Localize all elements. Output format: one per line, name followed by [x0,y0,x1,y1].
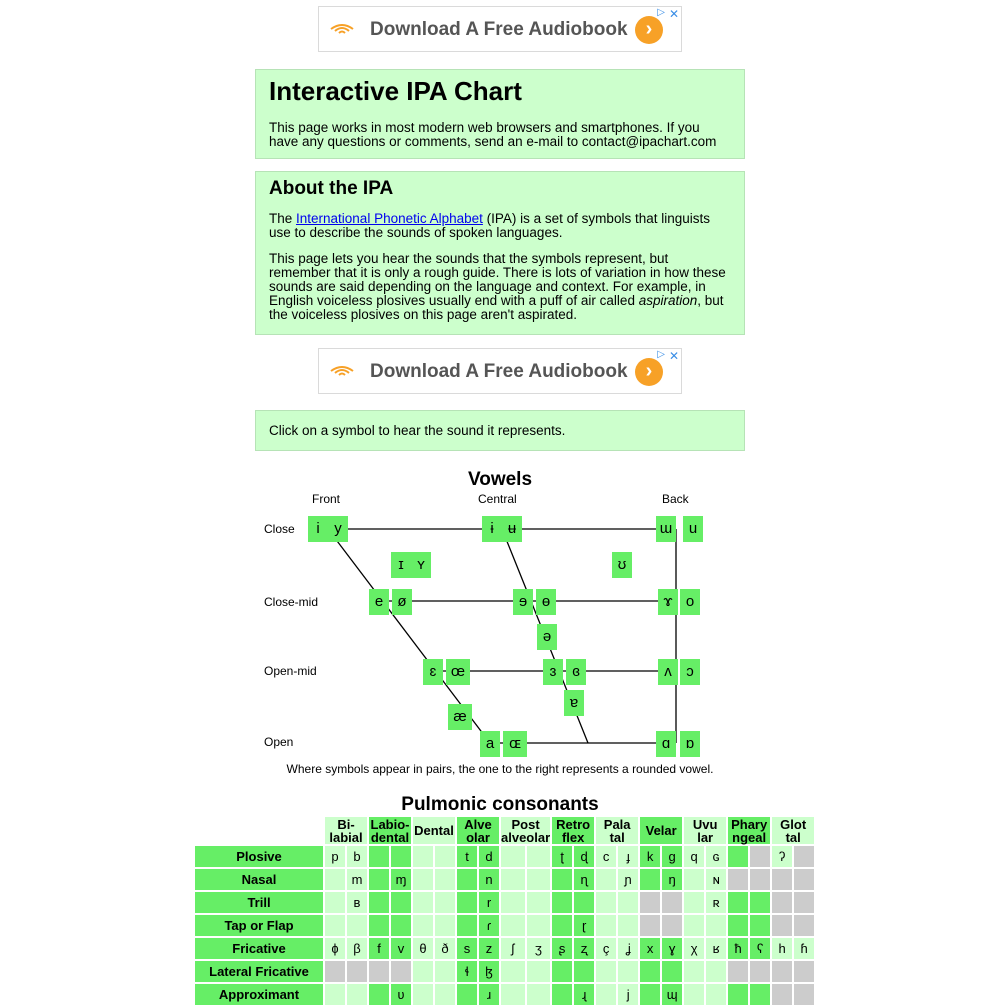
empty-cell [596,915,616,936]
impossible-cell [750,869,770,890]
about-p1-before: The [269,211,297,226]
consonant-symbol[interactable]: ɽ [574,915,594,936]
vowel-symbol[interactable]: ʏ [411,552,431,578]
vowel-symbol[interactable]: æ [448,704,472,730]
vowel-symbol[interactable]: ɤ [658,589,678,615]
consonant-symbol[interactable]: ʔ [772,846,792,867]
consonant-symbol[interactable]: v [391,938,411,959]
empty-cell [640,869,660,890]
consonant-row [195,892,814,913]
vowel-symbol[interactable]: e [369,589,389,615]
consonant-row-label: Approximant [195,984,323,1005]
empty-cell [618,892,638,913]
empty-cell [706,915,726,936]
empty-cell [413,892,433,913]
empty-cell [325,915,345,936]
consonant-symbol[interactable]: t [457,846,477,867]
vowel-symbol[interactable]: ɔ [680,659,700,685]
impossible-cell [728,961,748,982]
impossible-cell [750,961,770,982]
empty-cell [501,846,525,867]
vowel-symbol[interactable]: ʉ [502,516,522,542]
consonant-symbol[interactable]: ɬ [457,961,477,982]
empty-cell [640,984,660,1005]
consonant-column-header [596,817,638,844]
consonant-column-label: olar [466,829,490,845]
vowel-symbol[interactable]: ʌ [658,659,678,685]
consonant-column-label: Velar [645,823,677,838]
empty-cell [684,869,704,890]
empty-cell [457,984,477,1005]
consonant-chart-title: Pulmonic consonants [401,794,599,815]
consonant-symbol[interactable]: h [772,938,792,959]
empty-cell [684,984,704,1005]
about-p1-after: (IPA) is a set of symbols that linguists use to describe the sounds of spoken languages. [269,211,710,240]
consonant-column-label: lar [697,829,714,845]
consonant-symbol[interactable]: ɱ [391,869,411,890]
consonant-row-label: Nasal [195,869,323,890]
vowel-symbol[interactable]: i [308,516,328,542]
consonant-symbol[interactable]: ʋ [391,984,411,1005]
consonant-column-label: Alve [464,816,492,832]
consonant-symbol[interactable]: x [640,938,660,959]
empty-cell [640,961,660,982]
consonant-symbol[interactable]: ʙ [347,892,367,913]
consonant-symbol[interactable]: ʂ [552,938,572,959]
empty-cell [369,915,389,936]
empty-cell [728,846,748,867]
consonant-symbol[interactable]: ɡ [662,846,682,867]
consonant-symbol[interactable]: p [325,846,345,867]
empty-cell [413,984,433,1005]
consonant-column-header [552,817,594,844]
empty-cell [501,961,525,982]
vowel-row-close: Close [264,522,295,536]
consonant-column-label: tal [609,829,625,845]
vowel-symbol[interactable]: u [683,516,703,542]
consonant-column-label: Post [511,816,540,832]
empty-cell [435,984,455,1005]
ad-go-icon[interactable]: › [635,16,663,44]
empty-cell [501,915,525,936]
consonant-row-label: Fricative [195,938,323,959]
consonant-column-header [684,817,726,844]
empty-cell [728,915,748,936]
empty-cell [325,892,345,913]
consonant-symbol[interactable]: z [479,938,499,959]
consonant-column-label: flex [561,829,585,845]
about-panel [255,171,745,335]
ad-text[interactable]: Download A Free Audiobook [370,361,628,382]
empty-cell [574,961,594,982]
vowel-symbol[interactable]: ʊ [612,552,632,578]
consonant-symbol[interactable]: ɴ [706,869,726,890]
vowel-symbol[interactable]: a [480,731,500,757]
empty-cell [435,869,455,890]
impossible-cell [640,915,660,936]
empty-cell [552,915,572,936]
vowel-symbol[interactable]: ɵ [536,589,556,615]
vowel-symbol[interactable]: ɒ [680,731,700,757]
consonant-column-label: tal [785,829,801,845]
empty-cell [728,892,748,913]
empty-cell [347,915,367,936]
consonant-chart [193,815,816,1007]
consonant-column-label: Bi- [337,816,355,832]
consonant-symbol[interactable]: ɖ [574,846,594,867]
impossible-cell [772,892,792,913]
vowel-trapezoid [255,468,745,768]
consonant-column-label: alveolar [501,829,551,845]
vowel-symbol[interactable]: ɞ [566,659,586,685]
intro-panel [255,69,745,159]
empty-cell [527,869,551,890]
instruction-text: Click on a symbol to hear the sound it represents. [269,423,566,438]
consonant-symbol[interactable]: ʐ [574,938,594,959]
impossible-cell [794,984,814,1005]
vowel-symbol[interactable]: ɘ [513,589,533,615]
impossible-cell [794,869,814,890]
empty-cell [501,869,525,890]
consonant-header-row [195,817,814,844]
consonant-symbol[interactable]: ʒ [527,938,551,959]
consonant-symbol[interactable]: d [479,846,499,867]
page-title: Interactive IPA Chart [269,76,522,106]
impossible-cell [794,961,814,982]
empty-cell [596,961,616,982]
empty-cell [527,961,551,982]
impossible-cell [640,892,660,913]
empty-cell [325,869,345,890]
vowel-symbol[interactable]: ɑ [656,731,676,757]
empty-cell [728,984,748,1005]
ad-close-icon[interactable]: ✕ [668,7,679,21]
empty-cell [413,869,433,890]
empty-cell [325,984,345,1005]
vowel-symbol[interactable]: ø [392,589,412,615]
consonant-row [195,938,814,959]
ad-text[interactable]: Download A Free Audiobook [370,19,628,40]
consonant-symbol[interactable]: ɢ [706,846,726,867]
empty-cell [435,892,455,913]
vowel-row-close-mid: Close-mid [264,595,319,609]
empty-cell [413,915,433,936]
empty-cell [552,961,572,982]
consonant-column-header [457,817,499,844]
impossible-cell [772,961,792,982]
vowel-chart [255,468,745,778]
empty-cell [369,869,389,890]
empty-cell [501,892,525,913]
impossible-cell [772,869,792,890]
consonant-symbol[interactable]: ɹ [479,984,499,1005]
empty-cell [596,984,616,1005]
consonant-column-label: Labio- [370,816,410,832]
empty-cell [596,892,616,913]
impossible-cell [794,846,814,867]
empty-cell [618,961,638,982]
vowel-symbol[interactable]: ɯ [656,516,676,542]
empty-cell [596,869,616,890]
impossible-cell [750,846,770,867]
impossible-cell [794,915,814,936]
consonant-symbol[interactable]: ð [435,938,455,959]
consonant-column-label: Phary [731,816,768,832]
empty-cell [435,915,455,936]
consonant-column-header [728,817,770,844]
impossible-cell [325,961,345,982]
empty-cell [347,984,367,1005]
empty-cell [684,915,704,936]
consonant-symbol[interactable]: ɮ [479,961,499,982]
empty-cell [750,892,770,913]
consonant-symbol[interactable]: q [684,846,704,867]
impossible-cell [728,869,748,890]
about-p2-em: aspiration [638,293,698,308]
empty-cell [435,961,455,982]
impossible-cell [662,892,682,913]
impossible-cell [772,984,792,1005]
consonant-column-label: dental [370,829,410,845]
vowel-symbol[interactable]: ɜ [543,659,563,685]
ad-banner-top[interactable] [318,6,682,52]
empty-cell [552,869,572,890]
consonant-symbol[interactable]: ɾ [479,915,499,936]
consonant-symbol[interactable]: k [640,846,660,867]
consonant-row [195,984,814,1005]
empty-cell [574,892,594,913]
consonant-corner [195,817,323,844]
ad-banner-middle[interactable] [318,348,682,394]
empty-cell [706,961,726,982]
empty-cell [391,915,411,936]
consonant-symbol[interactable]: f [369,938,389,959]
vowel-symbol[interactable]: o [680,589,700,615]
consonant-symbol[interactable]: ɣ [662,938,682,959]
vowel-symbol[interactable]: ɛ [423,659,443,685]
consonant-symbol[interactable]: ɲ [618,869,638,890]
instruction-panel [255,410,745,451]
vowel-symbol[interactable]: y [328,516,348,542]
consonant-row-label: Tap or Flap [195,915,323,936]
consonant-column-label: labial [329,829,363,845]
consonant-row [195,915,814,936]
consonant-symbol[interactable]: ɻ [574,984,594,1005]
empty-cell [435,846,455,867]
consonant-symbol[interactable]: m [347,869,367,890]
impossible-cell [347,961,367,982]
consonant-column-label: Pala [603,816,631,832]
ad-close-icon[interactable]: ✕ [668,349,679,363]
vowel-col-back: Back [662,492,689,506]
empty-cell [527,892,551,913]
consonant-row [195,961,814,982]
ipa-link[interactable]: International Phonetic Alphabet [296,211,483,226]
consonant-column-label: Dental [414,823,454,838]
vowel-symbol[interactable]: ɐ [564,690,584,716]
impossible-cell [391,961,411,982]
impossible-cell [662,915,682,936]
consonant-row-label: Lateral Fricative [195,961,323,982]
vowel-chart-note: Where symbols appear in pairs, the one to the right represents a rounded vowel. [286,762,714,776]
vowel-symbol[interactable]: œ [446,659,470,685]
consonant-symbol[interactable]: ɟ [618,846,638,867]
consonant-column-header [772,817,814,844]
consonant-symbol[interactable]: ʀ [706,892,726,913]
empty-cell [527,984,551,1005]
vowel-row-open-mid: Open-mid [264,664,317,678]
consonant-symbol[interactable]: ħ [728,938,748,959]
vowel-symbol[interactable]: ɶ [503,731,527,757]
consonant-symbol[interactable]: c [596,846,616,867]
consonant-symbol[interactable]: ʕ [750,938,770,959]
consonant-symbol[interactable]: n [479,869,499,890]
consonant-row-label: Plosive [195,846,323,867]
audible-logo-icon [329,361,355,381]
empty-cell [391,846,411,867]
intro-text: This page works in most modern web browsers and smartphones. If you have any questions or comments, send an e-mail to contact@ipachart.com [269,120,717,149]
consonant-symbol[interactable]: ʝ [618,938,638,959]
consonant-symbol[interactable]: χ [684,938,704,959]
ad-choices-icon[interactable]: ▷ [657,7,665,18]
empty-cell [750,915,770,936]
empty-cell [618,915,638,936]
vowel-symbol[interactable]: ɨ [482,516,502,542]
empty-cell [552,984,572,1005]
consonant-symbol[interactable]: ɳ [574,869,594,890]
consonant-symbol[interactable]: β [347,938,367,959]
consonant-column-header [413,817,455,844]
consonant-symbol[interactable]: j [618,984,638,1005]
empty-cell [391,892,411,913]
about-p2-before: This page lets you hear the sounds that the symbols represent, but remember that it is only a rough guide. There is lots of variation in how these sounds are said depending on the language and context. For example, in English voiceless plosives usually end with a puff of air called [269,251,726,308]
empty-cell [413,846,433,867]
empty-cell [684,892,704,913]
empty-cell [527,915,551,936]
consonant-symbol[interactable]: ʁ [706,938,726,959]
empty-cell [369,984,389,1005]
consonant-symbol[interactable]: r [479,892,499,913]
consonant-row [195,846,814,867]
consonant-symbol[interactable]: ç [596,938,616,959]
vowel-symbol[interactable]: ɪ [391,552,411,578]
empty-cell [527,846,551,867]
vowel-row-open: Open [264,735,294,749]
vowel-col-central: Central [478,492,517,506]
consonant-symbol[interactable]: ʈ [552,846,572,867]
empty-cell [684,961,704,982]
consonant-symbol[interactable]: ɰ [662,984,682,1005]
empty-cell [501,984,525,1005]
about-p2-after: , but the voiceless plosives on this page aren't aspirated. [269,293,724,322]
consonant-symbol[interactable]: ɦ [794,938,814,959]
consonant-column-label: ngeal [732,829,767,845]
impossible-cell [369,961,389,982]
about-paragraph-1 [269,212,731,240]
about-title: About the IPA [269,178,394,199]
consonant-column-header [501,817,550,844]
vowel-col-front: Front [312,492,341,506]
consonant-column-header [640,817,682,844]
consonant-column-header [369,817,411,844]
consonant-column-label: Glot [780,816,807,832]
vowel-chart-title: Vowels [467,469,533,490]
consonant-symbol[interactable]: θ [413,938,433,959]
consonant-column-header [325,817,367,844]
consonant-symbol[interactable]: ŋ [662,869,682,890]
consonant-symbol[interactable]: b [347,846,367,867]
consonant-row [195,869,814,890]
consonant-symbol[interactable]: ʃ [501,938,525,959]
empty-cell [457,869,477,890]
consonant-row-label: Trill [195,892,323,913]
vowel-symbol[interactable]: ə [537,624,557,650]
impossible-cell [772,915,792,936]
consonant-symbol[interactable]: s [457,938,477,959]
empty-cell [369,846,389,867]
empty-cell [457,915,477,936]
empty-cell [662,961,682,982]
empty-cell [552,892,572,913]
consonant-column-label: Uvu [692,816,718,832]
consonant-column-label: Retro [556,816,591,832]
ad-choices-icon[interactable]: ▷ [657,349,665,360]
empty-cell [457,892,477,913]
about-paragraph-2 [269,252,731,322]
empty-cell [750,984,770,1005]
impossible-cell [794,892,814,913]
audible-logo-icon [329,19,355,39]
empty-cell [706,984,726,1005]
empty-cell [369,892,389,913]
consonant-symbol[interactable]: ɸ [325,938,345,959]
ad-go-icon[interactable]: › [635,358,663,386]
empty-cell [413,961,433,982]
